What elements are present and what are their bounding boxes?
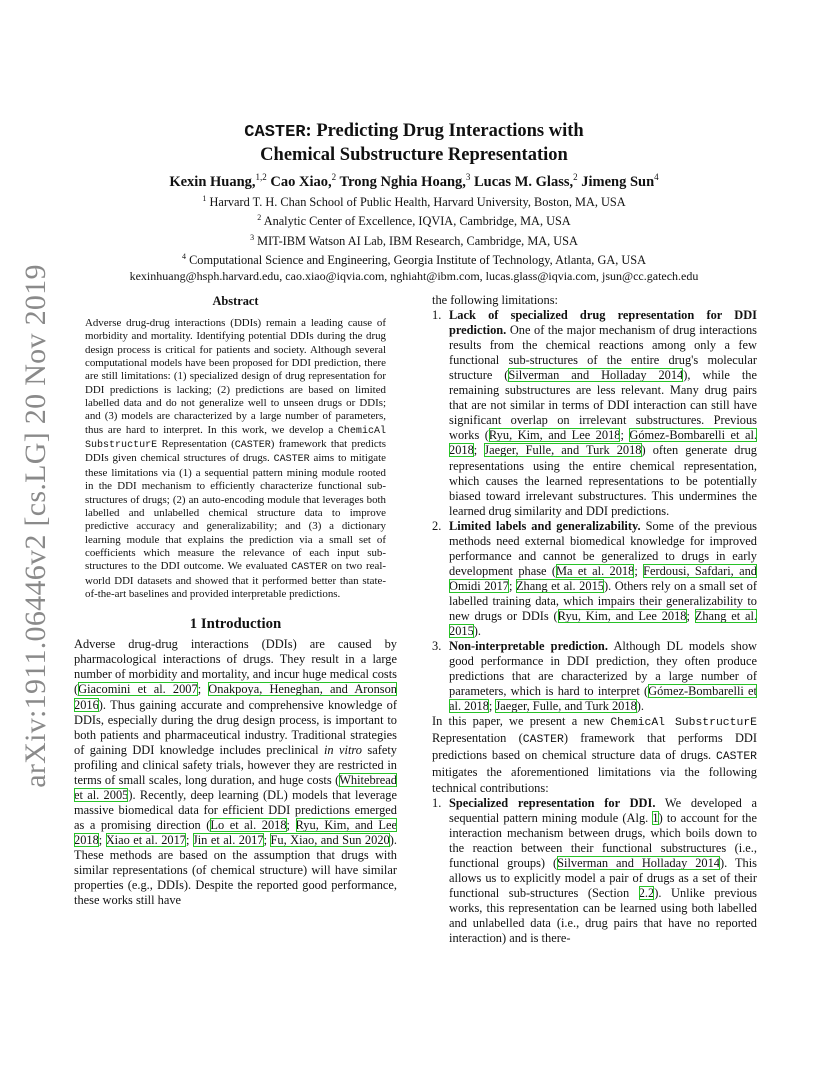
author-name: Jimeng Sun xyxy=(577,173,655,190)
citation-link[interactable]: Ferdousi, Safdari, and Omidi 2017 xyxy=(449,563,757,593)
title-system-name: CASTER xyxy=(244,123,306,142)
citation-link[interactable]: Fu, Xiao, and Sun 2020 xyxy=(270,832,390,847)
contributions-list xyxy=(432,796,757,946)
citation-link[interactable]: Zhang et al. 2015 xyxy=(515,578,604,593)
limitation-item-3: 3. Non-interpretable prediction. Although DL models show good performance in DDI prediction, they often produce predictions that are characterized by a large number of parameters, which is hard to interpret (Gómez-Bombarelli et al. 2018; Jaeger, Fulle, and Turk 2018). xyxy=(432,639,758,714)
citation-link[interactable]: Lo et al. 2018 xyxy=(210,817,287,832)
left-column xyxy=(74,294,397,908)
affiliation-text: Computational Science and Engineering, Georgia Institute of Technology, Atlanta, GA, USA xyxy=(186,253,646,268)
citation-link[interactable]: Xiao et al. 2017 xyxy=(105,832,186,847)
citation-link[interactable]: Onakpoya, Heneghan, and Aronson 2016 xyxy=(74,682,398,712)
affiliation-line xyxy=(60,191,768,211)
affiliation-text: Harvard T. H. Chan School of Public Health, Harvard University, Boston, MA, USA xyxy=(206,194,626,209)
citation-link[interactable]: Ryu, Kim, and Lee 2018 xyxy=(488,428,621,443)
paper-title xyxy=(60,120,768,166)
author-affiliation-mark: 2 xyxy=(573,172,578,182)
citation-link[interactable]: Jin et al. 2017 xyxy=(192,832,264,847)
limitations-intro: the following limitations: xyxy=(432,293,558,307)
affiliation-mark: 1 xyxy=(202,193,207,203)
arxiv-sidebar-stamp xyxy=(4,264,68,788)
citation-link[interactable]: Ryu, Kim, and Lee 2018 xyxy=(557,608,687,623)
affiliation-mark: 3 xyxy=(250,232,255,242)
citation-link[interactable]: Zhang et al. 2015 xyxy=(449,608,757,639)
affiliation-mark: 2 xyxy=(257,213,262,223)
author-name: Kexin Huang, xyxy=(169,173,256,190)
arxiv-id: arXiv:1911.06446v2 [cs.LG] 20 Nov 2019 xyxy=(19,264,52,788)
abstract-body: Adverse drug-drug interactions (DDIs) remain a leading cause of morbidity and mortality. Identifying potential DDIs during the drug design process is critical for patients and society. Although several computational models have been proposed for DDI prediction, there are still limitations: (1) specialized design of drug representation for DDI predictions is lacking; (2) predictions are based on limited labelled data and do not generalize well to unseen drugs or DDIs; and (3) models are characterized by a large number of parameters, thus are hard to interpret. In this work, we develop a ChemicAl SubstructurE Representation (CASTER) framework that predicts DDIs given chemical structures of drugs. CASTER aims to mitigate these limitations via (1) a sequential pattern mining module rooted in the DDI mechanism to efficiently characterize functional sub-structures of drugs; (2) an auto-encoding module that leverages both labelled and unlabelled chemical structure data to improve predictive accuracy and generalizability; and (3) a dictionary learning module that explains the prediction via a small set of coefficients which measure the relevance of each input sub-structures to the DDI outcome. We evaluated CASTER on two real-world DDI datasets and showed that it performed better than state-of-the-art baselines and provided interpretable predictions. xyxy=(85,317,386,600)
right-column xyxy=(432,293,757,946)
affiliation-mark: 4 xyxy=(182,252,187,262)
algorithm-link[interactable]: 1 xyxy=(652,810,659,825)
author-affiliation-mark: 4 xyxy=(654,172,659,182)
title-line-2: Chemical Substructure Representation xyxy=(260,145,568,165)
citation-link[interactable]: Ryu, Kim, and Lee 2018 xyxy=(74,817,397,847)
affiliation-line xyxy=(60,210,768,230)
section-link[interactable]: 2.2 xyxy=(638,885,655,900)
paper-header xyxy=(60,120,768,284)
abstract-heading: Abstract xyxy=(212,294,259,308)
affiliation-line xyxy=(60,249,768,269)
author-affiliation-mark: 3 xyxy=(465,172,471,182)
limitation-item-1: 1. Lack of specialized drug representation for DDI prediction. One of the major mechanism of drug interactions results from the chemical reactions among only a few functional sub-structures of the entire drug's molecular structure (Silverman and Holladay 2014), while the remaining substructures are less relevant. Many drug pairs that are not similar in terms of DDI interaction can still have significant overlap on irrelevant substructures. Previous works (Ryu, Kim, and Lee 2018; Gómez-Bombarelli et al. 2018; Jaeger, Fulle, and Turk 2018) often generate drug representations using the entire chemical representation, which causes the learned representations to be potentially biased toward irrelevant substructures. This undermines the learned drug similarity and DDI predictions. xyxy=(432,308,758,518)
citation-link[interactable]: Silverman and Holladay 2014 xyxy=(508,368,684,383)
limitation-item-2: 2. Limited labels and generalizability. Some of the previous methods need external biomedical knowledge for improved performance and cannot be generalized to drugs in early development phase (Ma et al. 2018; Ferdousi, Safdari, and Omidi 2017; Zhang et al. 2015). Others rely on a small set of labelled training data, which impairs their generalizability to new drugs or DDIs (Ryu, Kim, and Lee 2018; Zhang et al. 2015). xyxy=(432,518,758,639)
framework-paragraph: In this paper, we present a new ChemicAl SubstructurE Representation (CASTER) framework that performs DDI predictions based on chemical structure data of drugs. CASTER mitigates the aforementioned limitations via the following technical contributions: xyxy=(432,714,758,795)
citation-link[interactable]: Ma et al. 2018 xyxy=(556,563,635,578)
author-name: Lucas M. Glass, xyxy=(470,173,574,190)
author-affiliation-mark: 2 xyxy=(331,172,337,182)
citation-link[interactable]: Silverman and Holladay 2014 xyxy=(557,855,720,870)
author-name: Cao Xiao, xyxy=(266,173,332,190)
affiliation-text: Analytic Center of Excellence, IQVIA, Cambridge, MA, USA xyxy=(261,214,571,229)
title-line-1: : Predicting Drug Interactions with xyxy=(305,121,584,141)
section-heading-introduction: 1 Introduction xyxy=(189,616,282,633)
affiliation-list xyxy=(60,191,768,269)
intro-paragraph: Adverse drug-drug interactions (DDIs) are caused by pharmacological interactions of drugs. They result in a large number of morbidity and mortality, and incur huge medical costs (Giacomini et al. 2007; Onakpoya, Heneghan, and Aronson 2016). Thus gaining accurate and comprehensive knowledge of DDIs, especially during the drug design process, is important to both patients and pharmaceutical industry. Traditional strategies of gaining DDI knowledge includes preclinical in vitro safety profiling and clinical safety trials, however they are restricted in terms of small scales, long duration, and huge costs (Whitebread et al. 2005). Recently, deep learning (DL) models that leverage massive biomedical data for efficient DDI predictions emerged as a promising direction (Lo et al. 2018; Ryu, Kim, and Lee 2018; Xiao et al. 2017; Jin et al. 2017; Fu, Xiao, and Sun 2020). These methods are based on the assumption that drugs with similar representations (of chemical structure) will have similar properties (e.g., DDIs). Despite the reported good performance, these works still have xyxy=(74,637,398,908)
limitations-list xyxy=(432,308,757,714)
author-emails: kexinhuang@hsph.harvard.edu, cao.xiao@iqvia.com, nghiaht@ibm.com, lucas.glass@iqvia.com, jsun@cc.gatech.edu xyxy=(129,268,699,283)
author-name: Trong Nghia Hoang, xyxy=(336,173,466,190)
author-affiliation-mark: 1,2 xyxy=(255,172,267,182)
affiliation-line xyxy=(60,230,768,250)
citation-link[interactable]: Jaeger, Fulle, and Turk 2018 xyxy=(495,699,637,714)
affiliation-text: MIT-IBM Watson AI Lab, IBM Research, Cambridge, MA, USA xyxy=(254,233,578,248)
citation-link[interactable]: Gómez-Bombarelli et al. 2018 xyxy=(449,684,758,714)
citation-link[interactable]: Gómez-Bombarelli et al. 2018 xyxy=(449,428,758,458)
citation-link[interactable]: Whitebread et al. 2005 xyxy=(74,772,397,802)
contribution-item-1: 1. Specialized representation for DDI. We developed a sequential pattern mining module (Alg. 1) to account for the interaction mechanism between drugs, which boils down to the reaction between their functional substructures (i.e., functional groups) (Silverman and Holladay 2014). This allows us to explicitly model a pair of drugs as a set of their functional sub-structures (Section 2.2). Unlike previous works, this representation can be learned using both labelled and unlabelled data (i.e., drug pairs that have no reported interaction) and is there- xyxy=(432,795,757,945)
citation-link[interactable]: Giacomini et al. 2007 xyxy=(78,682,198,697)
citation-link[interactable]: Jaeger, Fulle, and Turk 2018 xyxy=(484,443,642,458)
author-list xyxy=(60,172,768,191)
